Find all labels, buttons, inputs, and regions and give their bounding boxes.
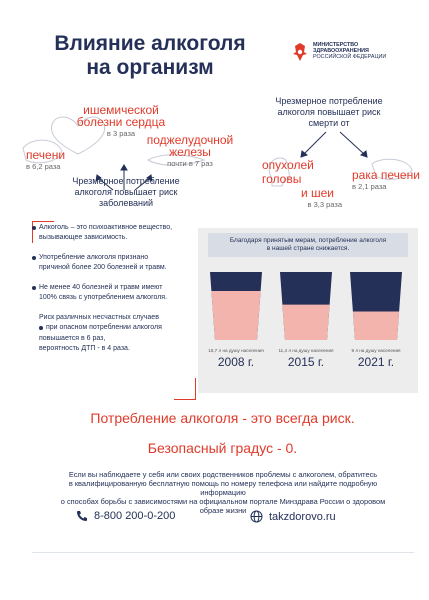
cup-year-label: 2015 г. (287, 355, 325, 369)
ministry-logo (291, 42, 421, 62)
website-contact[interactable] (250, 510, 336, 523)
cup-fill (211, 291, 260, 340)
liver-disease-label: печени в 6,2 раза (26, 148, 66, 171)
safe-dose-statement: Безопасный градус - 0. (147, 440, 298, 456)
consumption-cups (206, 270, 412, 382)
fact-item: Риск различных несчастных случаев при опасном потреблении алкоголя повышается в 6 раз, вероятность ДТП - в 4 раза. (39, 314, 162, 352)
death-caption: Чрезмерное потребление алкоголя повышает риск смерти от (275, 96, 383, 128)
consumption-header: Благодаря принятым мерам, потребление алкоголя в нашей стране снижается. (208, 233, 408, 257)
fact-item: Не менее 40 болезней и травм имеют 100% связь с употреблением алкоголя. (32, 283, 187, 303)
bullet-icon (32, 256, 36, 260)
cup-fill (353, 311, 399, 340)
page-title: Влияние алкоголя на организм (54, 32, 246, 79)
heart-disease-label: ишемической болезни сердца в 3 раза (76, 103, 166, 138)
website-link[interactable]: takzdorovo.ru (269, 510, 336, 523)
phone-number[interactable]: 8-800 200-0-200 (94, 510, 176, 522)
risk-statement: Потребление алкоголя - это всегда риск. (90, 410, 355, 426)
disease-caption: Чрезмерное потребление алкоголя повышает риск заболеваний (72, 176, 180, 208)
poster (8, 8, 421, 592)
bullet-icon (32, 226, 36, 230)
cup-stat-label: 9 л на душу населения (351, 348, 401, 353)
cup-stat-label: 15,7 л на душу населения (208, 348, 264, 353)
bullet-icon (39, 326, 43, 330)
cup-fill (282, 305, 329, 340)
cup-year-label: 2021 г. (357, 355, 395, 369)
liver-cancer-label: рака печени в 2,1 раза (352, 168, 420, 191)
pancreas-disease-label: поджелудочной железы почти в 7 раз (146, 133, 234, 168)
bullet-icon (32, 286, 36, 290)
coat-of-arms-icon (291, 42, 309, 62)
globe-icon (250, 510, 263, 523)
facts-list (32, 223, 187, 405)
ministry-line3: РОССИЙСКОЙ ФЕДЕРАЦИИ (313, 54, 387, 61)
footer-divider (32, 552, 414, 553)
phone-contact[interactable] (76, 510, 175, 522)
ministry-line2: ЗДРАВООХРАНЕНИЯ (313, 48, 369, 55)
head-neck-cancer-label: опухолей головы и шеи в 3,3 раза (262, 158, 342, 209)
fact-item: Алкоголь – это психоактивное вещество, вызывающее зависимость. (32, 223, 187, 243)
ministry-line1: МИНИСТЕРСТВО (313, 42, 359, 48)
fact-item: Употребление алкоголя признано причиной более 200 болезней и травм. (32, 253, 187, 273)
help-text: Если вы наблюдаете у себя или своих родственников проблемы с алкоголем, обратитесь в квалифицированную бесплатную помощь по номеру телефона или найдите подробную информацию о способах борьбы с зависимостями на официальном портале Минздрава России о здоровом образе жизни (60, 470, 386, 515)
cup-stat-label: 11,4 л на душу населения (278, 348, 334, 353)
cup-year-label: 2008 г. (217, 355, 255, 369)
phone-icon (76, 510, 88, 522)
